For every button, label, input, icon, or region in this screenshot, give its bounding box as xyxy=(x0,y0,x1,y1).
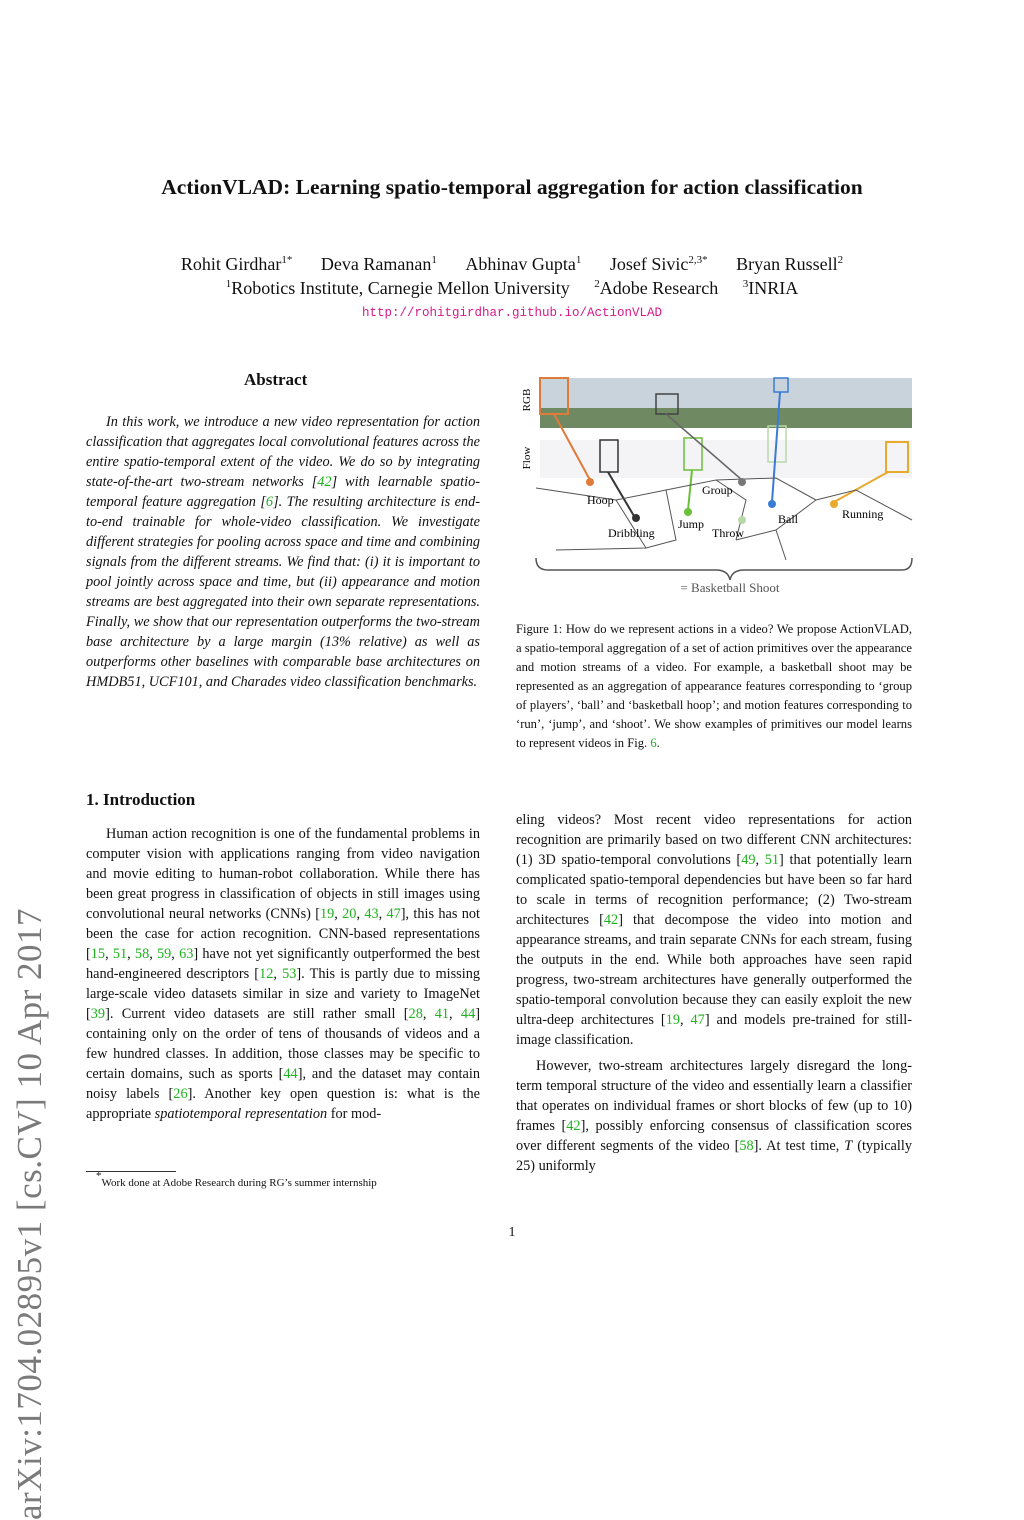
citation-link[interactable]: 47 xyxy=(690,1012,705,1028)
affiliation: $^1$Robotics Institute, Carnegie Mellon University xyxy=(225,278,570,298)
jump-label: Jump xyxy=(678,517,705,531)
citation-link[interactable]: 6 xyxy=(265,494,274,510)
citation-link[interactable]: 47 xyxy=(386,906,401,922)
rgb-label: RGB xyxy=(521,388,533,412)
citation-link[interactable]: 12 xyxy=(259,966,274,982)
ball-label: Ball xyxy=(778,512,798,526)
project-url-link[interactable]: http://rohitgirdhar.github.io/ActionVLAD xyxy=(361,306,663,320)
citation-link[interactable]: 58 xyxy=(134,946,150,962)
dribbling-label: Dribbling xyxy=(608,526,655,540)
author: Deva Ramanan$^1$ xyxy=(320,254,437,274)
citation-link[interactable]: 41 xyxy=(434,1006,450,1022)
citation-link[interactable]: 20 xyxy=(342,906,357,922)
throw-label: Throw xyxy=(712,526,744,540)
author: Rohit Girdhar$^{1*}$ xyxy=(180,254,293,274)
ball-node xyxy=(768,500,776,508)
arxiv-identifier: arXiv:1704.02895v1 [cs.CV] 10 Apr 2017 xyxy=(10,907,49,1520)
citation-link[interactable]: 51 xyxy=(764,852,780,868)
hoop-label: Hoop xyxy=(587,493,614,507)
citation-link[interactable]: 42 xyxy=(317,474,332,490)
citation-link[interactable]: 53 xyxy=(282,966,297,982)
citation-link[interactable]: 51 xyxy=(112,946,128,962)
author: Josef Sivic$^{2,3*}$ xyxy=(609,254,708,274)
citation-link[interactable]: 63 xyxy=(179,946,194,962)
abstract-heading: Abstract xyxy=(244,370,308,389)
intro-heading: 1. Introduction xyxy=(86,790,196,809)
citation-link[interactable]: 28 xyxy=(408,1006,423,1022)
group-label: Group xyxy=(702,483,733,497)
citation-link[interactable]: 59 xyxy=(157,946,172,962)
citation-link[interactable]: 15 xyxy=(90,946,106,962)
citation-link[interactable]: 42 xyxy=(603,912,619,928)
flow-frames-strip xyxy=(540,440,912,478)
citation-link[interactable]: 26 xyxy=(173,1086,188,1102)
citation-link[interactable]: 19 xyxy=(319,906,335,922)
citation-link[interactable]: 43 xyxy=(364,906,379,922)
affiliation: $^2$Adobe Research xyxy=(594,278,719,298)
figure-1-caption: Figure 1: How do we represent actions in a video? We propose ActionVLAD, a spatio-temporal aggregation of a set of action primitives over the appearance and motion streams of a video. For example, a basketball shoot may be represented as an aggregation of appearance features corresponding to ‘group of players’, ‘ball’ and ‘basketball hoop’; and motion features corresponding to ‘run’, ‘jump’, and ‘shoot’. We show examples of primitives our model learns to represent videos in Fig. 6. xyxy=(516,622,912,750)
abstract-body xyxy=(86,412,480,692)
paper-title: ActionVLAD: Learning spatio-temporal aggregation for action classification xyxy=(161,175,863,199)
author: Bryan Russell$^2$ xyxy=(736,254,844,274)
citation-link[interactable]: 42 xyxy=(566,1118,581,1134)
figure-ref-link[interactable]: 6 xyxy=(650,736,657,750)
author-list xyxy=(0,254,1024,275)
author: Abhinav Gupta$^1$ xyxy=(465,254,582,274)
footnote: *Work done at Adobe Research during RG’s summer internship xyxy=(96,1170,377,1189)
running-node xyxy=(830,500,838,508)
brace-label: = Basketball Shoot xyxy=(680,580,780,595)
hoop-node xyxy=(586,478,594,486)
citation-link[interactable]: 44 xyxy=(283,1066,298,1082)
citation-link[interactable]: 19 xyxy=(665,1012,680,1028)
flow-label: Flow xyxy=(521,446,533,470)
figure-1-diagram xyxy=(516,360,916,600)
citation-link[interactable]: 49 xyxy=(741,852,756,868)
group-node xyxy=(738,478,746,486)
jump-node xyxy=(684,508,692,516)
intro-right-column: eling videos? Most recent video representations for action recognition are primarily based on two different CNN architectures: (1) 3D spatio-temporal convolutions [49, 51] that potentially learn complicated spatio-temporal dependencies but have been so far hard to scale in terms of recognition performance; (2) Two-stream architectures [42] that decompose the video into motion and appearance streams, and train separate CNNs for each stream, fusing the outputs in the end. While both approaches have seen rapid progress, two-stream architectures have generally outperformed the spatio-temporal convolution because they can easily exploit the new ultra-deep architectures [19, 47] and models pre-trained for still-image classification. However, two-stream architectures largely disregard the long-term temporal structure of the video and essentially learn a classifier that operates on individual frames or short blocks of few (up to 10) frames [42], possibly enforcing consensus of classification scores over different segments of the video [58]. At test time, T (typically 25) uniformly xyxy=(516,812,912,1174)
abstract-text: In this work, we introduce a new video representation for action classification that aggregates local convolutional features across the entire spatio-temporal extent of the video. We do so by integrating state-of-the-art two-stream networks [42] with learnable spatio-temporal feature aggregation [6]. The resulting architecture is end-to-end trainable for whole-video classification. We investigate different strategies for pooling across space and time and combining signals from the different streams. We find that: (i) it is important to pool jointly across space and time, but (ii) appearance and motion streams are best aggregated into their own separate representations. Finally, we show that our representation outperforms the two-stream base architecture by a large margin (13% relative) as well as outperforms other baselines with comparable base architectures on HMDB51, UCF101, and Charades video classification benchmarks. xyxy=(86,414,480,690)
affiliation: $^3$INRIA xyxy=(742,278,799,298)
throw-node xyxy=(738,516,746,524)
dribbling-node xyxy=(632,514,640,522)
citation-link[interactable]: 44 xyxy=(460,1006,476,1022)
citation-link[interactable]: 58 xyxy=(739,1138,754,1154)
affiliation-list xyxy=(0,278,1024,299)
citation-link[interactable]: 39 xyxy=(90,1006,106,1022)
page-number: 1 xyxy=(508,1225,516,1240)
running-label: Running xyxy=(842,507,884,521)
brace xyxy=(536,558,912,580)
intro-left-column: Human action recognition is one of the fundamental problems in computer vision with applications ranging from video navigation and movie editing to human-robot collaboration. While there has been great progress in classification of objects in still images using convolutional neural networks (CNNs) [19, 20, 43, 47], this has not been the case for action recognition. CNN-based representations [15, 51, 58, 59, 63] have not yet significantly outperformed the best hand-engineered descriptors [12, 53]. This is partly due to missing large-scale video datasets similar in size and variety to ImageNet [39]. Current video datasets are still rather small [28, 41, 44] containing only on the order of tens of thousands of videos and a few hundred classes. In addition, those classes may be specific to certain domains, such as sports [44], and the dataset may contain noisy labels [26]. Another key open question is: what is the appropriate spatiotemporal representation for mod- xyxy=(86,826,481,1122)
